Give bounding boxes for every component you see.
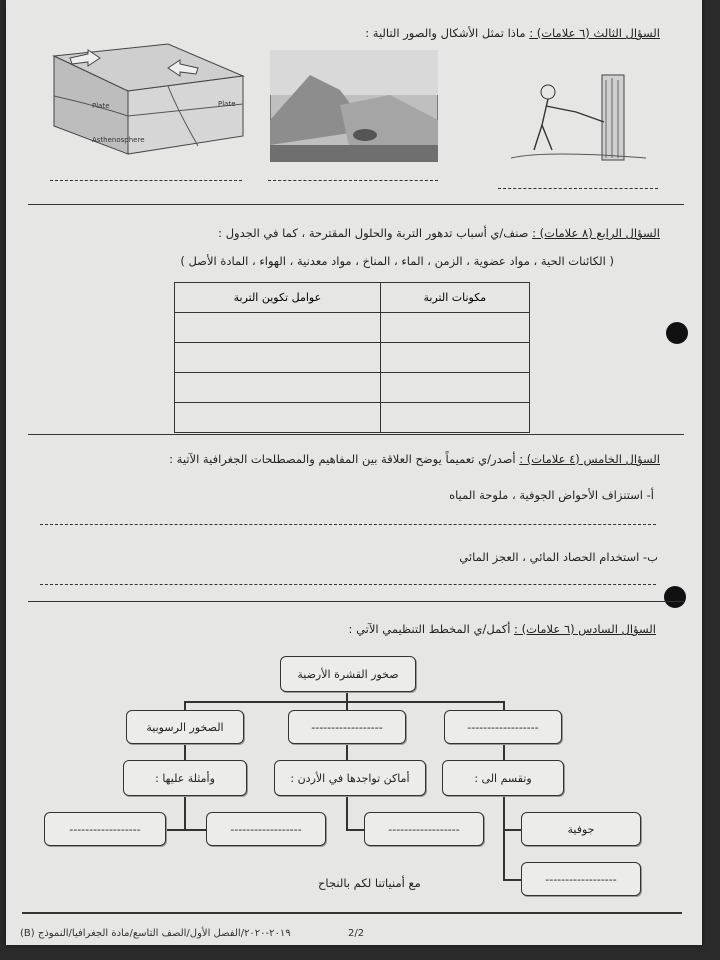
q5-answer-line-a[interactable] bbox=[40, 524, 656, 525]
q3-answer-line-3[interactable] bbox=[498, 188, 658, 189]
footer-info: ٢٠١٩-٢٠٢٠/الفصل الأول/الصف التاسع/مادة الجغرافيا/النموذج (B) bbox=[20, 928, 291, 939]
table-cell[interactable] bbox=[380, 403, 529, 433]
chart-level1-blank-right[interactable]: ------------------ bbox=[444, 710, 562, 744]
connector bbox=[184, 744, 186, 760]
tree-cutting-image bbox=[506, 70, 651, 165]
table-cell[interactable] bbox=[380, 313, 529, 343]
q4-prompt: صنف/ي أسباب تدهور التربة والحلول المقترحة ، كما في الجدول : bbox=[218, 226, 529, 240]
divider-q5 bbox=[28, 601, 684, 602]
plate-tectonics-diagram bbox=[48, 36, 248, 161]
chart-leaf-underground: جوفية bbox=[521, 812, 641, 846]
chart-level2-examples: وأمثلة عليها : bbox=[123, 760, 247, 796]
q4-heading: السؤال الرابع (٨ علامات) : bbox=[532, 226, 660, 240]
q5-line bbox=[169, 452, 660, 466]
chart-leaf-blank-middle[interactable]: ------------------ bbox=[364, 812, 484, 846]
q3-heading: السؤال الثالث (٦ علامات) : bbox=[529, 26, 660, 40]
q3-answer-line-1[interactable] bbox=[50, 180, 242, 181]
q5-heading: السؤال الخامس (٤ علامات) : bbox=[519, 452, 660, 466]
plate-label-left: Plate bbox=[92, 102, 110, 110]
connector bbox=[503, 879, 521, 881]
connector bbox=[346, 829, 366, 831]
chart-level1-sedimentary: الصخور الرسوبية bbox=[126, 710, 244, 744]
closing-message: مع أمنياتنا لكم بالنجاح bbox=[318, 876, 421, 890]
connector bbox=[503, 744, 505, 760]
table-cell[interactable] bbox=[175, 373, 381, 403]
chart-leaf-blank-right[interactable]: ------------------ bbox=[521, 862, 641, 896]
connector bbox=[346, 796, 348, 830]
chart-leaf-blank-left-1[interactable]: ------------------ bbox=[44, 812, 166, 846]
q6-prompt: أكمل/ي المخطط التنظيمي الآتي : bbox=[348, 622, 511, 636]
table-cell[interactable] bbox=[380, 343, 529, 373]
q6-heading: السؤال السادس (٦ علامات) : bbox=[514, 622, 656, 636]
page-number: 2/2 bbox=[348, 928, 365, 939]
q3-line bbox=[365, 26, 660, 40]
asthenosphere-label: Asthenosphere bbox=[92, 136, 145, 144]
q5-item-b: ب- استخدام الحصاد المائي ، العجز المائي bbox=[459, 550, 658, 564]
binder-hole-top bbox=[666, 322, 688, 344]
table-cell[interactable] bbox=[175, 313, 381, 343]
q3-answer-line-2[interactable] bbox=[268, 180, 438, 181]
q4-word-bank: ( الكائنات الحية ، مواد عضوية ، الزمن ، الماء ، المناخ ، مواد معدنية ، الهواء ، المادة الأصل ) bbox=[180, 254, 614, 268]
table-cell[interactable] bbox=[175, 343, 381, 373]
divider-q3 bbox=[28, 204, 684, 205]
chart-level2-locations-jordan: أماكن تواجدها في الأردن : bbox=[274, 760, 426, 796]
connector bbox=[503, 829, 521, 831]
chart-level2-divided-into: وتقسم الى : bbox=[442, 760, 564, 796]
divider-q4 bbox=[28, 434, 684, 435]
chart-root-crust-rocks: صخور القشرة الأرضية bbox=[280, 656, 416, 692]
q5-prompt: أصدر/ي تعميماً يوضح العلاقة بين المفاهيم والمصطلحات الجغرافية الآتية : bbox=[169, 452, 516, 466]
connector bbox=[346, 744, 348, 760]
table-cell[interactable] bbox=[175, 403, 381, 433]
q3-prompt: ماذا تمثل الأشكال والصور التالية : bbox=[365, 26, 526, 40]
q5-item-a: أ- استنزاف الأحواض الجوفية ، ملوحة المياه bbox=[449, 488, 654, 502]
connector bbox=[184, 701, 504, 703]
table-header-soil-factors: عوامل تكوين التربة bbox=[175, 283, 381, 313]
plate-label-right: Plate bbox=[218, 100, 236, 108]
connector bbox=[184, 796, 186, 830]
chart-level1-blank-middle[interactable]: ------------------ bbox=[288, 710, 406, 744]
soil-table bbox=[174, 282, 530, 433]
exam-page bbox=[6, 0, 702, 945]
footer-divider bbox=[22, 912, 682, 914]
q4-line bbox=[218, 226, 660, 240]
binder-hole-bottom bbox=[664, 586, 686, 608]
q5-answer-line-b[interactable] bbox=[40, 584, 656, 585]
table-header-soil-components: مكونات التربة bbox=[380, 283, 529, 313]
connector bbox=[503, 796, 505, 880]
landscape-image bbox=[270, 50, 438, 162]
chart-leaf-blank-left-2[interactable]: ------------------ bbox=[206, 812, 326, 846]
q6-line bbox=[349, 622, 656, 636]
table-cell[interactable] bbox=[380, 373, 529, 403]
